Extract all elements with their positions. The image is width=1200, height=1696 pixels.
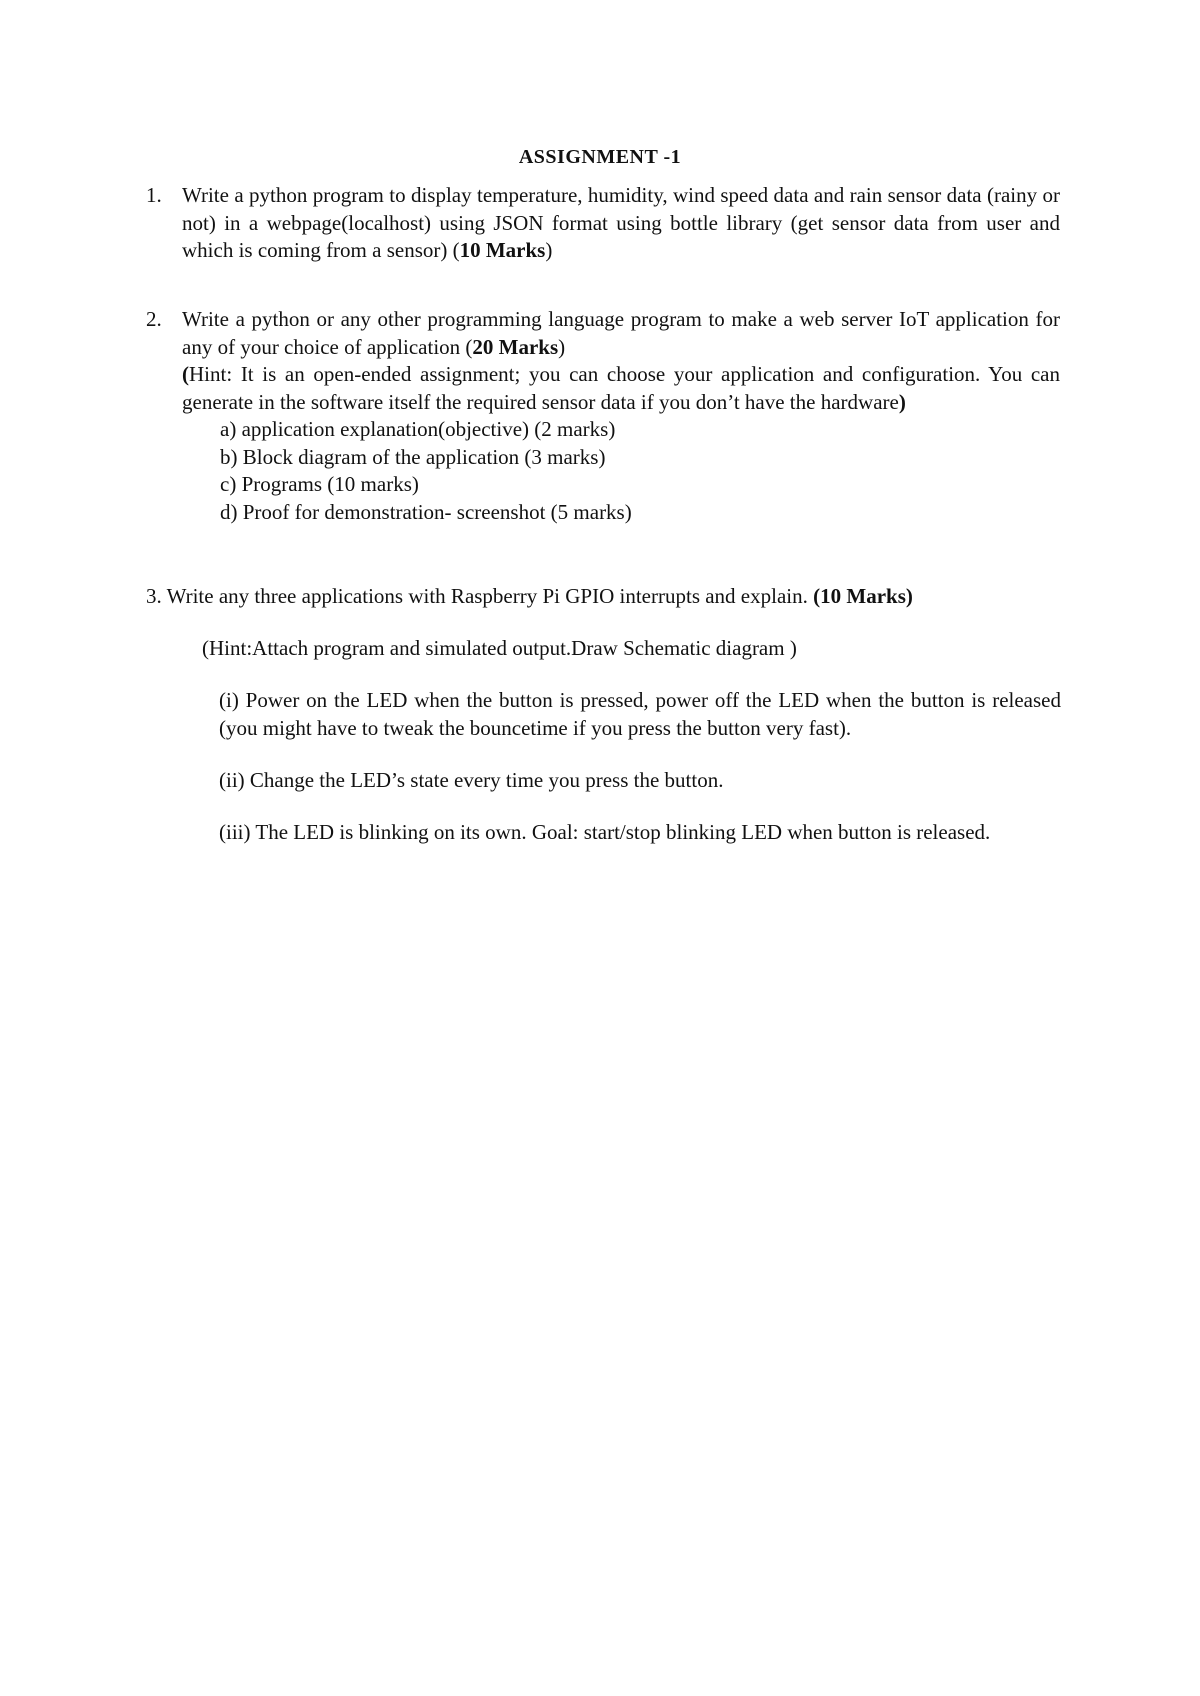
q2-hint-open: (: [182, 362, 189, 386]
q2-hint-text: Hint: It is an open-ended assignment; you can choose your application and configuration. You can generate in the software itself the required sensor data if you don’t have the hardware: [182, 362, 1060, 414]
q2-subitem-a: a) application explanation(objective) (2 marks): [220, 417, 616, 441]
q3-text: 3. Write any three applications with Raspberry Pi GPIO interrupts and explain.: [146, 584, 814, 608]
q3-marks: (10 Marks): [813, 584, 913, 608]
q1-text: Write a python program to display temperature, humidity, wind speed data and rain sensor data (rainy or not) in a webpage(localhost) using JSON format using bottle library (get sensor data from user and which is coming from a sensor) (: [182, 183, 1060, 262]
q3-statement: [146, 583, 913, 610]
q3-item-iii: (iii) The LED is blinking on its own. Goal: start/stop blinking LED when button is released.: [219, 820, 991, 844]
q3-hint: (Hint:Attach program and simulated output.Draw Schematic diagram ): [202, 636, 797, 660]
q3-item-ii: (ii) Change the LED’s state every time you press the button.: [219, 768, 724, 792]
q1-text-block: [182, 182, 1060, 265]
q2-number: 2.: [146, 307, 162, 331]
q1-marks: 10 Marks: [459, 238, 546, 262]
q2-text: Write a python or any other programming language program to make a web server IoT application for any of your choice of application (: [182, 307, 1060, 359]
q2-marks: 20 Marks: [472, 334, 559, 359]
q3-item-i: (i) Power on the LED when the button is pressed, power off the LED when the button is released (you might have to tweak the bouncetime if you press the button very fast).: [219, 688, 1061, 740]
q1-close: ): [545, 238, 553, 262]
q2-hint: [182, 361, 1060, 416]
assignment-title: ASSIGNMENT -1: [518, 146, 682, 168]
q2-hint-close: ): [898, 389, 906, 414]
q2-statement: [182, 306, 1060, 361]
q2-subitem-b: b) Block diagram of the application (3 marks): [220, 444, 606, 469]
q2-text-block: [182, 306, 1060, 526]
q1-number: 1.: [146, 183, 162, 207]
q2-subitem-d: d) Proof for demonstration- screenshot (5 marks): [220, 499, 632, 524]
q2-subitem-c: c) Programs (10 marks): [220, 472, 419, 496]
q2-close: ): [558, 334, 566, 359]
